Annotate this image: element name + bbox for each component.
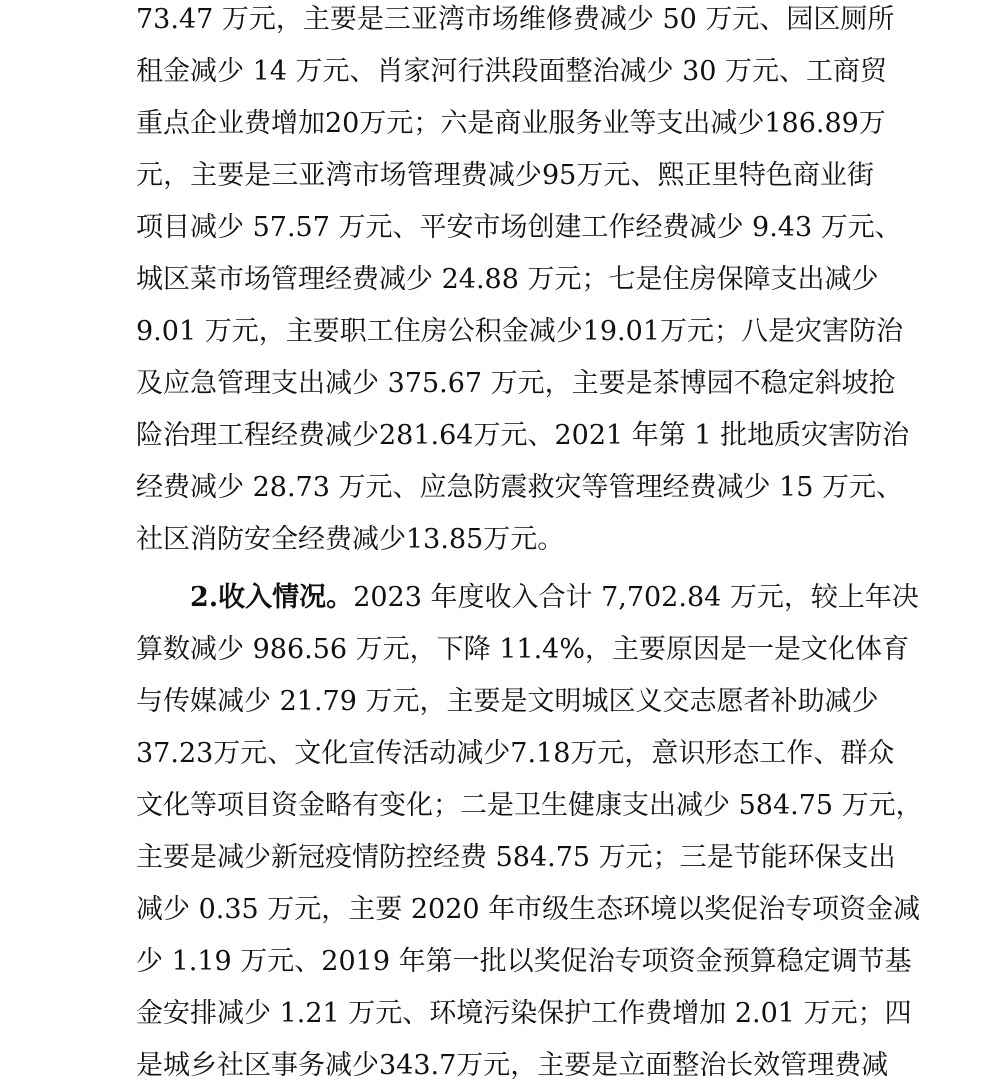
paragraph2-line-10: 是城乡社区事务减少343.7万元，主要是立面整治长效管理费减 [136,1050,889,1081]
paragraph2-line-4: 37.23万元、文化宣传活动减少7.18万元，意识形态工作、群众 [136,738,895,769]
paragraph2-line-9: 金安排减少 1.21 万元、环境污染保护工作费增加 2.01 万元；四 [136,998,912,1029]
paragraph2-line-1 [190,572,919,624]
paragraph1-line-1: 73.47 万元，主要是三亚湾市场维修费减少 50 万元、园区厕所 [136,4,895,35]
paragraph1-line-4: 元，主要是三亚湾市场管理费减少95万元、熙正里特色商业街 [136,160,874,191]
paragraph1-line-8: 及应急管理支出减少 375.67 万元，主要是茶博园不稳定斜坡抢 [136,368,896,399]
paragraph1-line-6: 城区菜市场管理经费减少 24.88 万元；七是住房保障支出减少 [136,264,879,295]
paragraph1-line-5: 项目减少 57.57 万元、平安市场创建工作经费减少 9.43 万元、 [136,212,902,243]
section-heading: 2.收入情况。 [190,582,354,613]
paragraph2-line-7: 减少 0.35 万元，主要 2020 年市级生态环境以奖促治专项资金减 [136,894,921,925]
paragraph2-line-5: 文化等项目资金略有变化；二是卫生健康支出减少 584.75 万元， [136,790,923,821]
paragraph2-line-3: 与传媒减少 21.79 万元，主要是文明城区义交志愿者补助减少 [136,686,879,717]
paragraph2-line-8: 少 1.19 万元、2019 年第一批以奖促治专项资金预算稳定调节基 [136,946,912,977]
paragraph1-line-2: 租金减少 14 万元、肖家河行洪段面整治减少 30 万元、工商贸 [136,56,888,87]
paragraph1-line-10: 经费减少 28.73 万元、应急防震救灾等管理经费减少 15 万元、 [136,472,903,503]
paragraph1-line-11: 社区消防安全经费减少13.85万元。 [136,524,565,555]
paragraph2-line-1-text: 2023 年度收入合计 7,702.84 万元，较上年决 [353,582,919,613]
paragraph1-line-9: 险治理工程经费减少281.64万元、2021 年第 1 批地质灾害防治 [136,420,910,451]
paragraph2-line-6: 主要是减少新冠疫情防控经费 584.75 万元；三是节能环保支出 [136,842,896,873]
paragraph1-line-3: 重点企业费增加20万元；六是商业服务业等支出减少186.89万 [136,108,886,139]
paragraph2-line-2: 算数减少 986.56 万元，下降 11.4%，主要原因是一是文化体育 [136,634,909,665]
paragraph1-line-7: 9.01 万元，主要职工住房公积金减少19.01万元；八是灾害防治 [136,316,903,347]
